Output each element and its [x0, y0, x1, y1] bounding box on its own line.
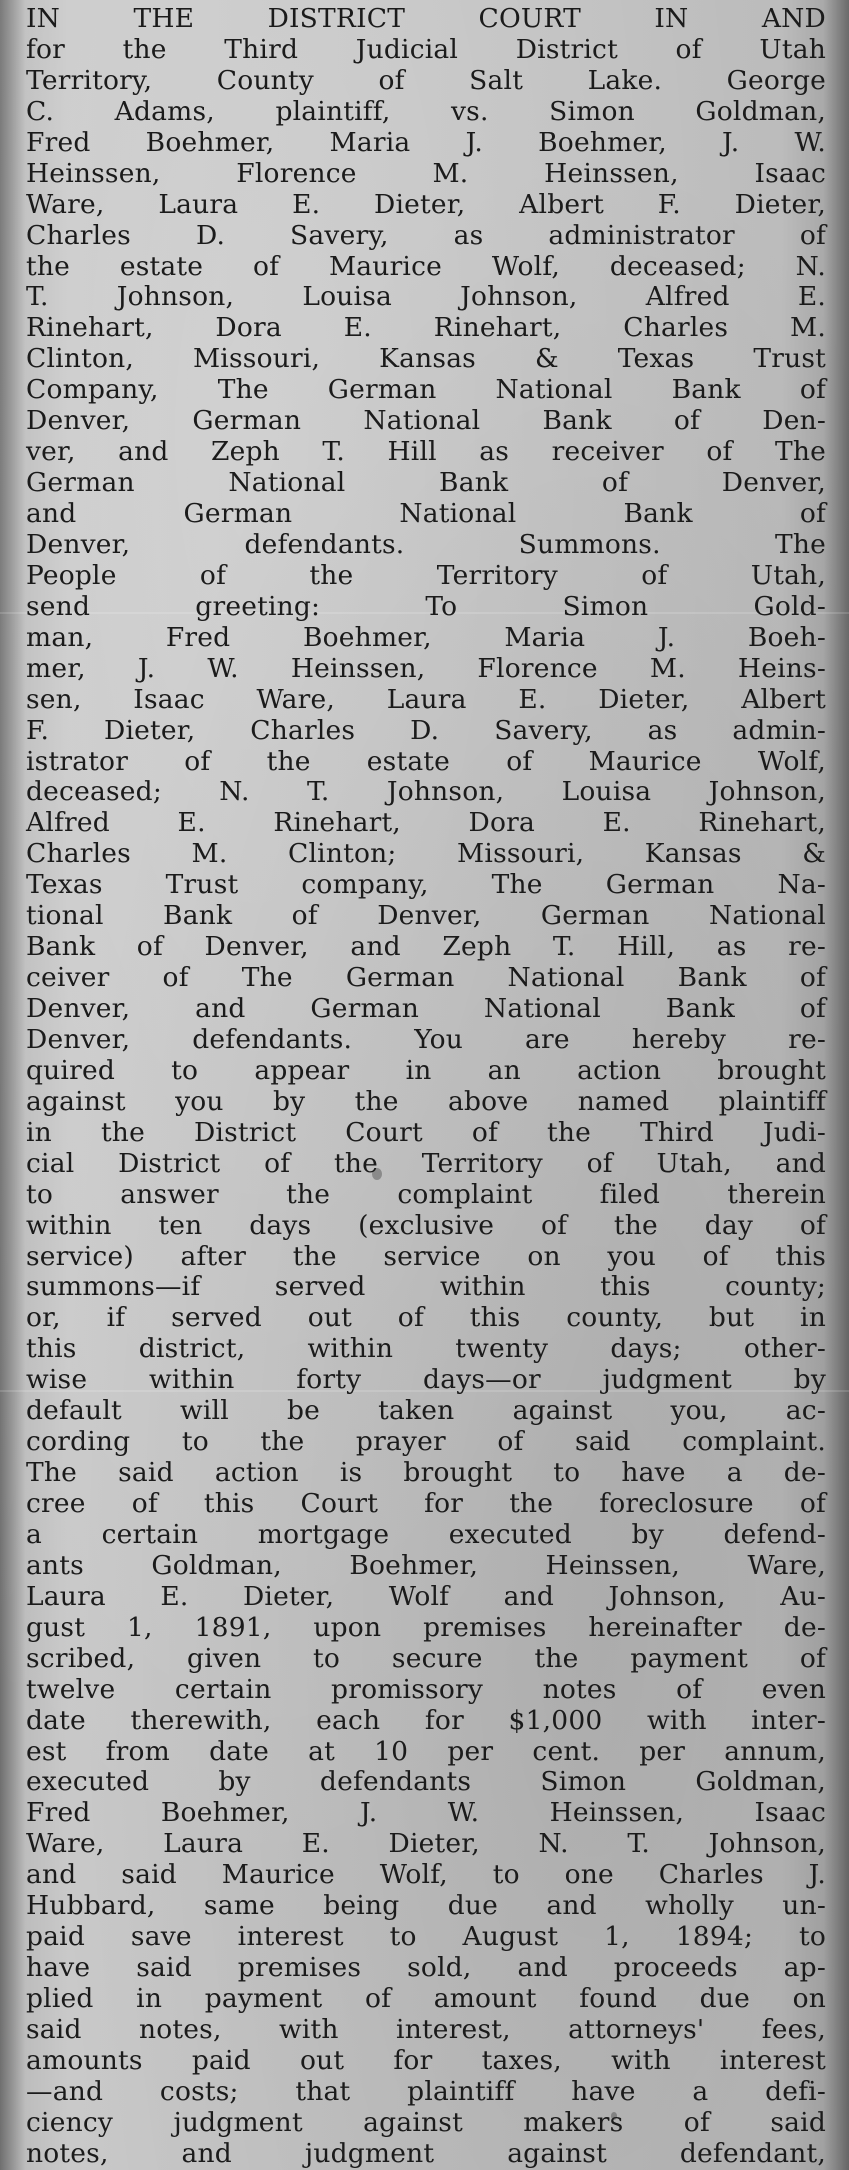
notice-text-line: Fred Boehmer, J. W. Heinssen, Isaac [26, 1797, 826, 1829]
notice-text-line: Charles M. Clinton; Missouri, Kansas & [26, 838, 826, 870]
notice-text-line: sen, Isaac Ware, Laura E. Dieter, Albert [26, 683, 826, 715]
notice-text-line: C. Adams, plaintiff, vs. Simon Goldman, [26, 95, 826, 127]
notice-text-line: twelve certain promissory notes of even [26, 1673, 826, 1705]
legal-notice-column [26, 4, 826, 2170]
notice-text-line: cording to the prayer of said complaint. [26, 1426, 826, 1458]
notice-text-line: Denver, defendants. You are hereby re- [26, 1023, 826, 1055]
notice-text-line: German National Bank of Denver, [26, 467, 826, 499]
notice-text-line: in the District Court of the Third Judi- [26, 1116, 826, 1148]
notice-text-line: Rinehart, Dora E. Rinehart, Charles M. [26, 312, 826, 344]
notice-text-line: Company, The German National Bank of [26, 374, 826, 406]
notice-text-line: and said Maurice Wolf, to one Charles J. [26, 1859, 826, 1891]
notice-text-line: Ware, Laura E. Dieter, Albert F. Dieter, [26, 188, 826, 220]
notice-text-line: ciency judgment against makers of said [26, 2106, 826, 2138]
notice-text-line: Texas Trust company, The German Na- [26, 869, 826, 901]
notice-text-line: notes, and judgment against defendant, [26, 2137, 826, 2169]
notice-heading-line: IN THE DISTRICT COURT IN AND [26, 3, 826, 34]
notice-text-line: Bank of Denver, and Zeph T. Hill, as re- [26, 931, 826, 963]
notice-text-line: Fred Boehmer, Maria J. Boehmer, J. W. [26, 126, 826, 158]
notice-text-line: —and costs; that plaintiff have a defi- [26, 2075, 826, 2107]
notice-text-line: summons—if served within this county; [26, 1271, 826, 1303]
notice-text-line: date therewith, each for $1,000 with inter- [26, 1704, 826, 1736]
notice-text-line: said notes, with interest, attorneys' fees, [26, 2013, 826, 2045]
notice-text-line: ceiver of The German National Bank of [26, 962, 826, 994]
notice-text-line: default will be taken against you, ac- [26, 1395, 826, 1427]
notice-text-line: ver, and Zeph T. Hill as receiver of The [26, 436, 826, 468]
notice-text-line: for the Third Judicial District of Utah [26, 33, 826, 65]
notice-text-line: to answer the complaint filed therein [26, 1178, 826, 1210]
notice-text-line: tional Bank of Denver, German National [26, 900, 826, 932]
notice-text-line: this district, within twenty days; other- [26, 1333, 826, 1365]
notice-text-line: Denver, German National Bank of Den- [26, 405, 826, 437]
notice-text-line: Alfred E. Rinehart, Dora E. Rinehart, [26, 807, 826, 839]
notice-text-line: wise within forty days—or judgment by [26, 1364, 826, 1396]
notice-text-line: quired to appear in an action brought [26, 1054, 826, 1086]
notice-text-line: cial District of the Territory of Utah, and [26, 1147, 826, 1179]
notice-text-line: the estate of Maurice Wolf, deceased; N. [26, 250, 826, 282]
notice-text-line: plied in payment of amount found due on [26, 1983, 826, 2014]
notice-text-line: within ten days (exclusive of the day of [26, 1209, 826, 1241]
notice-text-line: scribed, given to secure the payment of [26, 1642, 826, 1674]
notice-text-line: Hubbard, same being due and wholly un- [26, 1890, 826, 1922]
notice-text-line: istrator of the estate of Maurice Wolf, [26, 745, 826, 777]
notice-text-line: service) after the service on you of this [26, 1240, 826, 1272]
notice-text-line: Charles D. Savery, as administrator of [26, 219, 826, 251]
notice-text-line: gust 1, 1891, upon premises hereinafter de- [26, 1611, 826, 1643]
notice-text-line: have said premises sold, and proceeds ap- [26, 1952, 826, 1984]
notice-text-line: amounts paid out for taxes, with interest [26, 2044, 826, 2076]
notice-text-line: paid save interest to August 1, 1894; to [26, 1921, 826, 1953]
notice-text-line: Denver, and German National Bank of [26, 993, 826, 1024]
notice-text-line: and German National Bank of [26, 498, 826, 529]
notice-text-line: People of the Territory of Utah, [26, 559, 826, 591]
notice-text-line: cree of this Court for the foreclosure of [26, 1488, 826, 1519]
notice-text-line: T. Johnson, Louisa Johnson, Alfred E. [26, 281, 826, 313]
notice-text-line: man, Fred Boehmer, Maria J. Boeh- [26, 621, 826, 653]
notice-text-line: send greeting: To Simon Gold- [26, 590, 826, 622]
notice-text-line: F. Dieter, Charles D. Savery, as admin- [26, 714, 826, 746]
notice-text-line: Ware, Laura E. Dieter, N. T. Johnson, [26, 1828, 826, 1860]
notice-text-line: Laura E. Dieter, Wolf and Johnson, Au- [26, 1580, 826, 1612]
notice-text-line: mer, J. W. Heinssen, Florence M. Heins- [26, 652, 826, 684]
notice-text-line: ants Goldman, Boehmer, Heinssen, Ware, [26, 1549, 826, 1581]
notice-text-line: Clinton, Missouri, Kansas & Texas Trust [26, 343, 826, 375]
notice-text-line: or, if served out of this county, but in [26, 1302, 826, 1334]
notice-text-line: executed by defendants Simon Goldman, [26, 1766, 826, 1798]
notice-text-line: Heinssen, Florence M. Heinssen, Isaac [26, 157, 826, 189]
notice-text-line: The said action is brought to have a de- [26, 1457, 826, 1489]
notice-text-line: a certain mortgage executed by defend- [26, 1518, 826, 1550]
notice-text-line: est from date at 10 per cent. per annum, [26, 1735, 826, 1767]
notice-text-line: Denver, defendants. Summons. The [26, 528, 826, 560]
notice-text-line: Territory, County of Salt Lake. George [26, 64, 826, 96]
notice-text-line: against you by the above named plaintiff [26, 1085, 826, 1117]
notice-text-line: deceased; N. T. Johnson, Louisa Johnson, [26, 776, 826, 808]
